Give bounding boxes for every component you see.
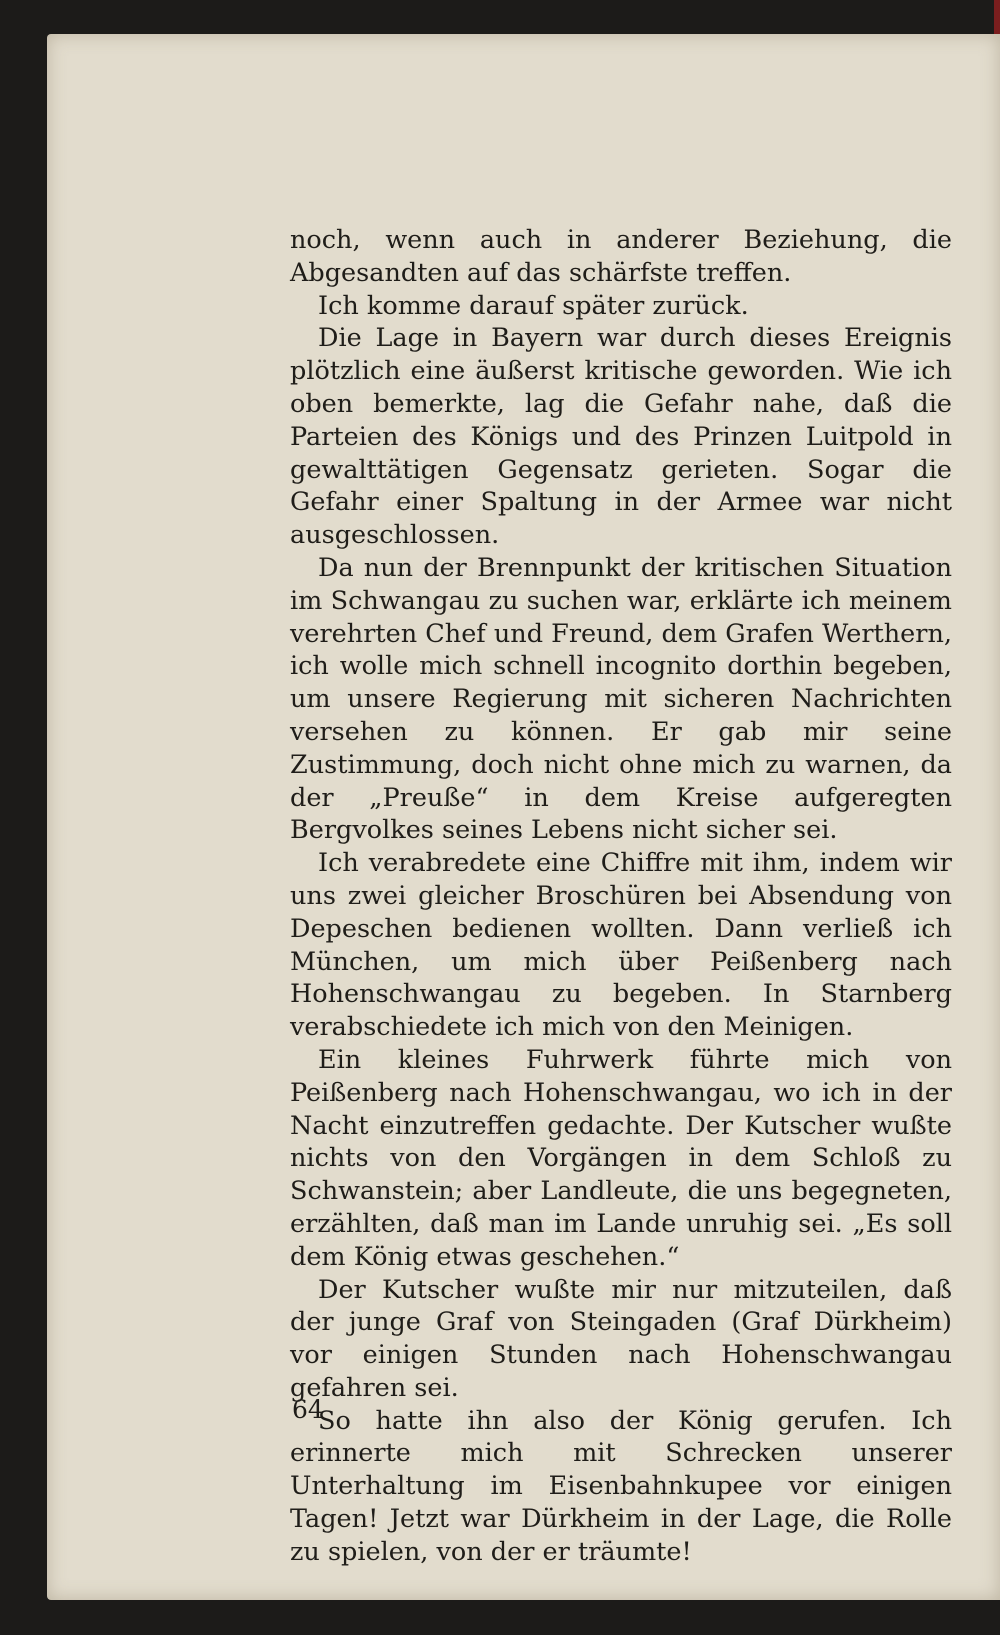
paragraph: Ein kleines Fuhrwerk führte mich von Peißenberg nach Hohenschwangau, wo ich in der Nacht einzutreffen gedachte. Der Kutscher wußte nichts von den Vorgängen in dem Schloß zu Schwanstein; aber Landleute, die uns begegneten, erzählten, daß man im Lande unruhig sei. „Es soll dem König etwas geschehen.“ [290,1044,952,1272]
book-edge-tab [994,0,1000,34]
paragraph: Ich komme darauf später zurück. [318,290,749,321]
page-number: 64 [292,1395,324,1424]
paragraph: Da nun der Brennpunkt der kritischen Situation im Schwangau zu suchen war, erklärte ich meinem verehrten Chef und Freund, dem Grafen Werthern, ich wolle mich schnell incognito dorthin begeben, um unsere Regierung mit sicheren Nachrichten versehen zu können. Er gab mir seine Zustimmung, doch nicht ohne mich zu warnen, da der „Preuße“ in dem Kreise aufgeregten Bergvolkes seines Lebens nicht sicher sei. [290,552,952,846]
body-text [290,224,952,1569]
paragraph: noch, wenn auch in anderer Beziehung, die Abgesandten auf das schärfste treffen. [290,225,952,288]
paragraph: So hatte ihn also der König gerufen. Ich erinnerte mich mit Schrecken unserer Unterhaltung im Eisenbahnkupee vor einigen Tagen! Jetzt war Dürkheim in der Lage, die Rolle zu spielen, von der er träumte! [290,1405,952,1567]
book-page [47,34,1000,1600]
paragraph: Der Kutscher wußte mir nur mitzuteilen, daß der junge Graf von Steingaden (Graf Dürkheim) vor einigen Stunden nach Hohenschwangau gefahren sei. [290,1274,952,1403]
paragraph: Die Lage in Bayern war durch dieses Ereignis plötzlich eine äußerst kritische geworden. Wie ich oben bemerkte, lag die Gefahr nahe, daß die Parteien des Königs und des Prinzen Luitpold in gewalttätigen Gegensatz gerieten. Sogar die Gefahr einer Spaltung in der Armee war nicht ausgeschlossen. [290,323,952,551]
paragraph: Ich verabredete eine Chiffre mit ihm, indem wir uns zwei gleicher Broschüren bei Absendung von Depeschen bedienen wollten. Dann verließ ich München, um mich über Peißenberg nach Hohenschwangau zu begeben. In Starnberg verabschiedete ich mich von den Meinigen. [290,848,952,1043]
